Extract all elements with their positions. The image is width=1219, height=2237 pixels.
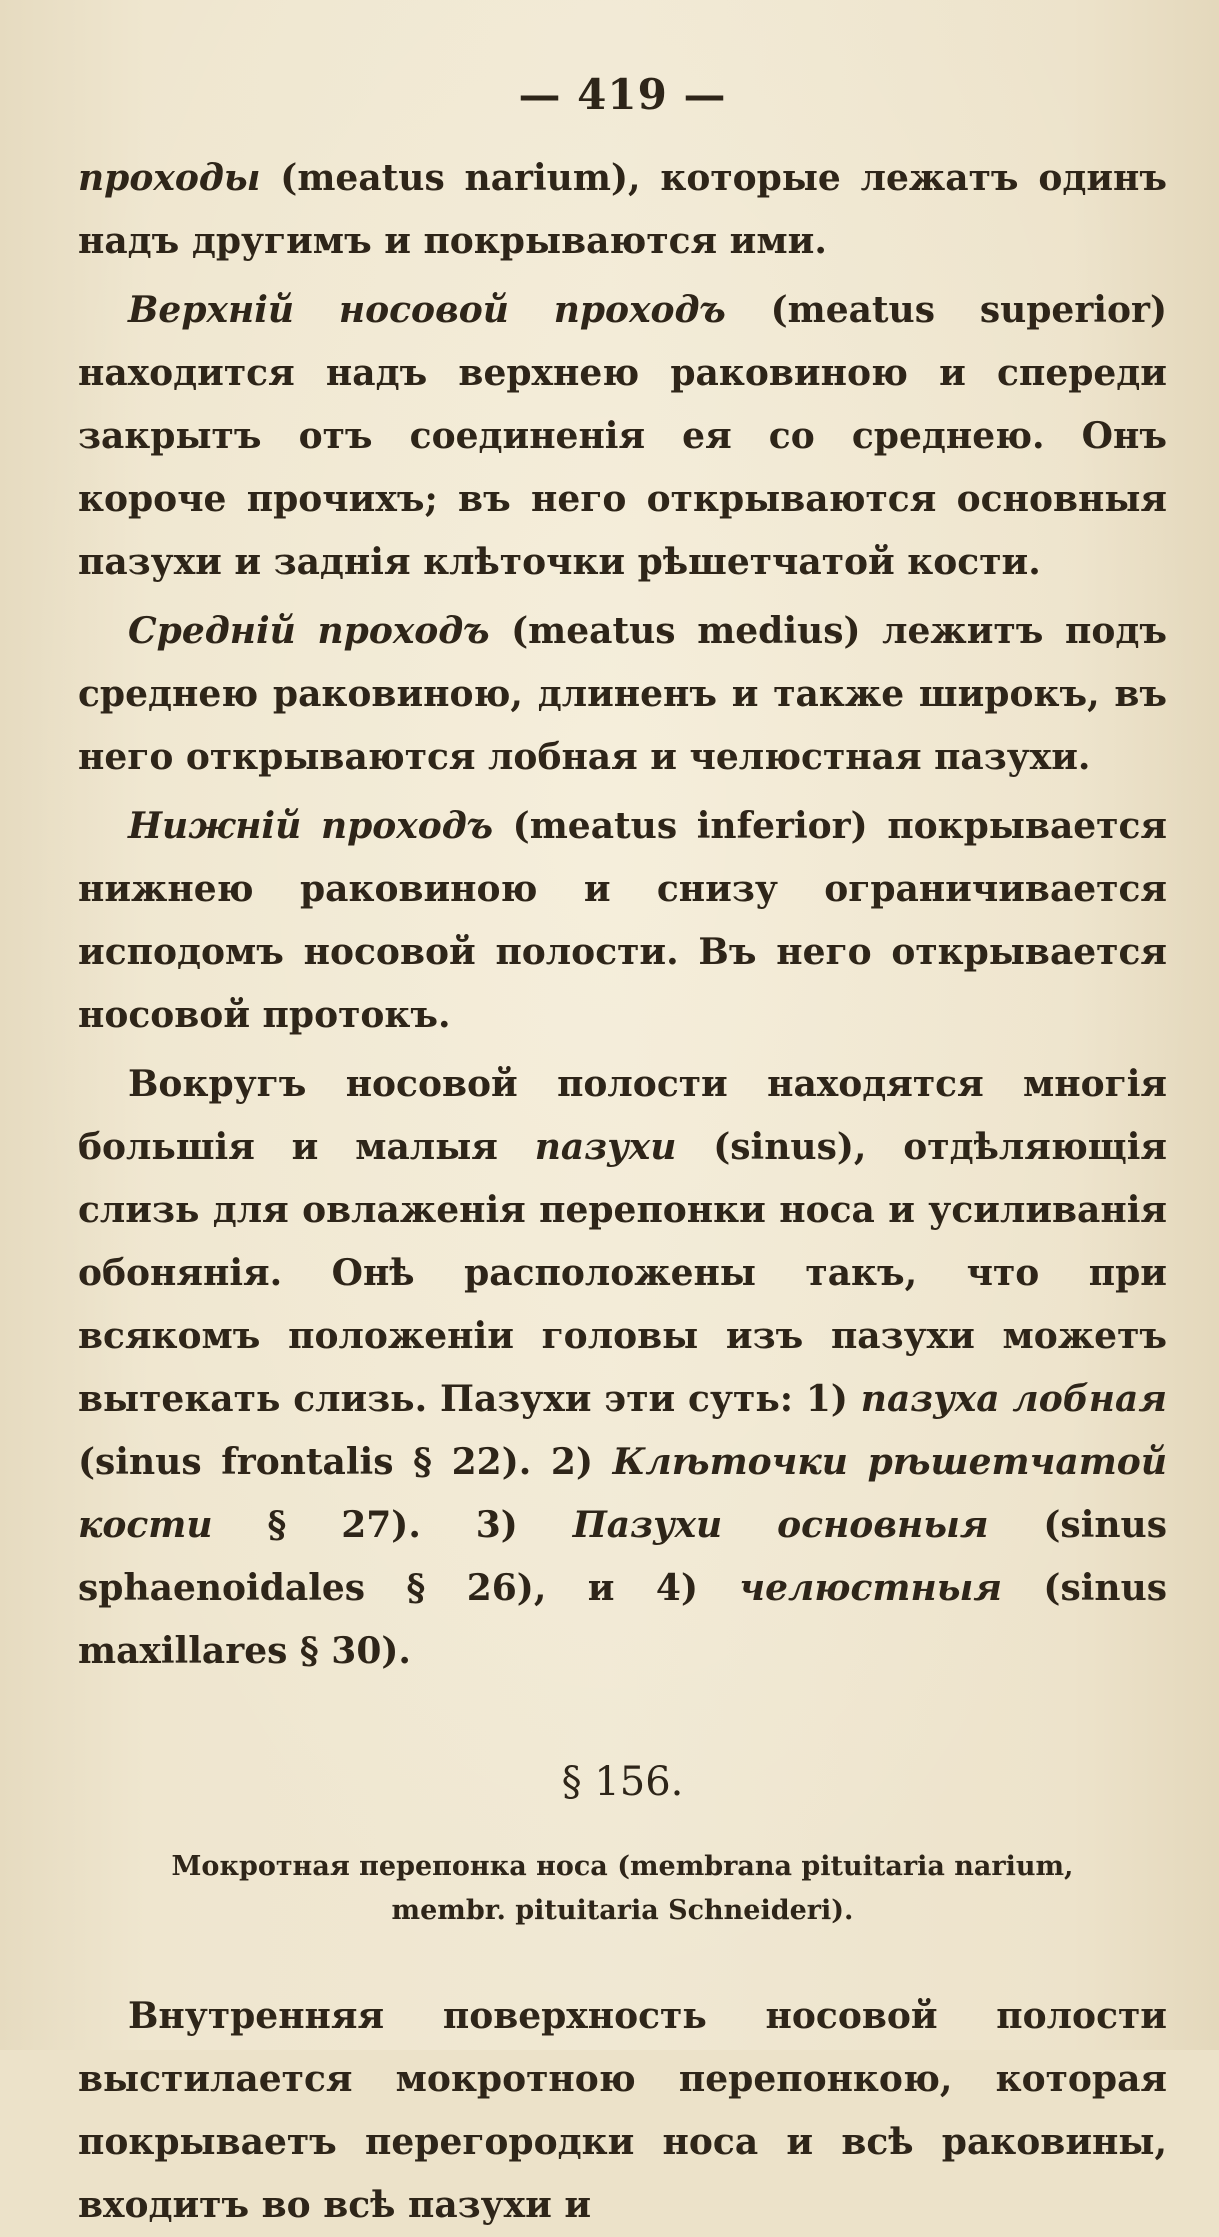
paragraph-meatus-medius xyxy=(78,600,1167,789)
paragraph-membrane: Внутренняя поверхность носовой полости выстилается мокротною перепонкою, которая покрываетъ перегородки носа и всѣ раковины, входитъ во всѣ пазухи и xyxy=(78,1995,1167,2226)
page-number: — 419 — xyxy=(518,70,727,119)
paragraph-text: Вокругъ носовой полости находятся многія большія и малыя xyxy=(78,1063,1167,1168)
italic-term: проходы xyxy=(78,157,261,199)
italic-term: пазуха лобная xyxy=(860,1378,1168,1420)
italic-term: Верхній носовой проходъ xyxy=(128,289,726,331)
paragraph-text: (meatus medius) лежитъ подъ среднею раковиною, длиненъ и также широкъ, въ него открываются лобная и челюстная пазухи. xyxy=(78,610,1167,778)
italic-term: Пазухи основныя xyxy=(572,1504,989,1546)
italic-term: Средній проходъ xyxy=(128,610,490,652)
italic-term: пазухи xyxy=(534,1126,677,1168)
section-heading: Мокротная перепонка носа (membrana pituitaria narium, membr. pituitaria Schneideri). xyxy=(171,1851,1074,1926)
paragraph-text: § 27). 3) xyxy=(212,1504,573,1546)
paragraph-text: (meatus inferior) покрывается нижнею раковиною и снизу ограничивается исподомъ носовой полости. Въ него открывается носовой протокъ. xyxy=(78,805,1168,1036)
paragraph-text: (sinus sphaenoidales § 26), и 4) xyxy=(78,1504,1167,1609)
paragraph-meatus-inferior xyxy=(78,795,1167,1047)
paragraph-text: (sinus frontalis § 22). 2) xyxy=(78,1441,613,1483)
paragraph-text: (meatus superior) находится надъ верхнею раковиною и спереди закрытъ отъ соединенія ея со среднею. Онъ короче прочихъ; въ него открываются основныя пазухи и заднія клѣточки рѣшетчатой кости. xyxy=(78,289,1167,583)
section-number: § 156. xyxy=(561,1759,684,1805)
italic-term: челюстныя xyxy=(739,1567,1002,1609)
paragraph-meatus-narium xyxy=(78,147,1167,273)
paragraph-text: (sinus), отдѣляющія слизь для овлаженія перепонки носа и усиливанія обонянія. Онѣ расположены такъ, что при всякомъ положеніи головы изъ пазухи можетъ вытекать слизь. Пазухи эти суть: 1) xyxy=(78,1126,1168,1420)
paragraph-meatus-superior xyxy=(78,279,1167,594)
paragraph-sinuses xyxy=(78,1053,1167,1683)
italic-term: Нижній проходъ xyxy=(128,805,493,847)
italic-term: Клѣточки рѣшетчатой кости xyxy=(78,1441,1167,1546)
paragraph-text: (sinus maxillares § 30). xyxy=(78,1567,1168,1672)
paragraph-text: (meatus narium), которые лежатъ одинъ надъ другимъ и покрываются ими. xyxy=(78,157,1167,262)
